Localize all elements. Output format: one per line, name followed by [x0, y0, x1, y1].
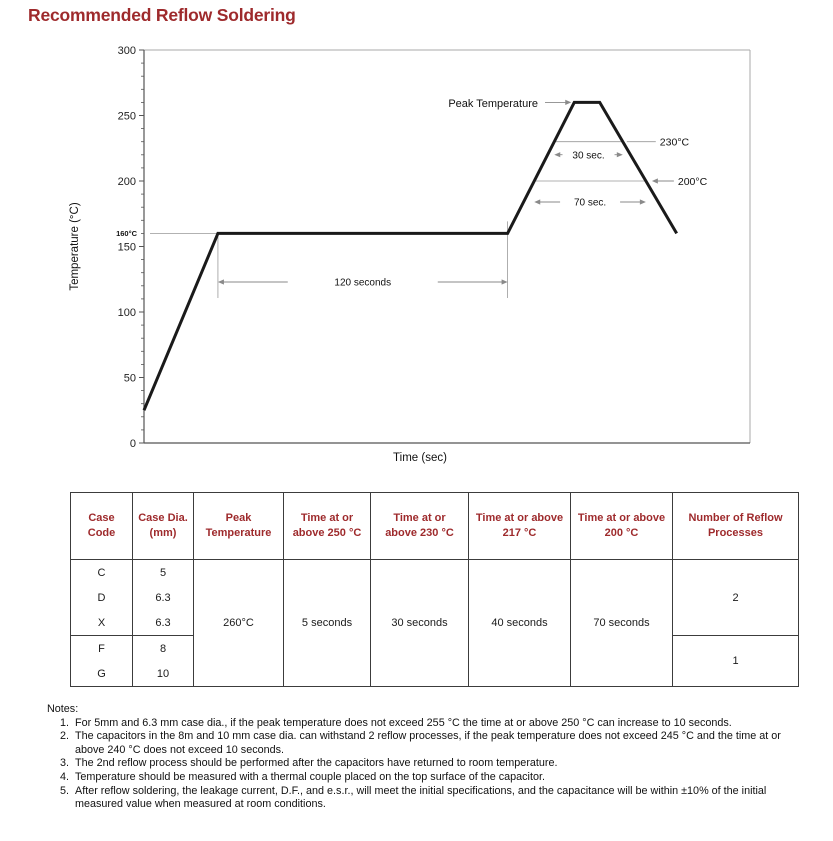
case-code-cell: D — [71, 585, 133, 610]
svg-text:100: 100 — [117, 307, 136, 319]
svg-text:200: 200 — [117, 176, 136, 188]
header-time-above-250: Time at or above 250 °C — [284, 493, 371, 560]
peak-temperature-cell: 260°C — [194, 560, 284, 687]
time-above-250-cell: 5 seconds — [284, 560, 371, 687]
reflow-count-group1-cell: 2 — [673, 560, 799, 636]
note-number: 2. — [60, 730, 70, 743]
header-peak-temperature: Peak Temperature — [194, 493, 284, 560]
case-dia-cell: 6.3 — [133, 585, 194, 610]
svg-text:200°C: 200°C — [677, 176, 708, 188]
svg-text:Temperature (°C): Temperature (°C) — [69, 202, 81, 291]
time-above-200-cell: 70 seconds — [571, 560, 673, 687]
case-code-cell: C — [71, 560, 133, 586]
case-dia-cell: 10 — [133, 661, 194, 687]
case-code-cell: F — [71, 636, 133, 662]
page-title: Recommended Reflow Soldering — [28, 5, 296, 25]
svg-text:70 sec.: 70 sec. — [573, 197, 607, 209]
note-text: The capacitors in the 8m and 10 mm case dia. can withstand 2 reflow processes, if the peak temperature does not exceed 245 °C and the time at or above 240 °C does not exceed 10 seconds. — [75, 730, 781, 756]
note-item — [47, 717, 809, 731]
svg-text:Peak Temperature: Peak Temperature — [448, 98, 538, 110]
note-number: 3. — [60, 757, 70, 770]
note-text: After reflow soldering, the leakage current, D.F., and e.s.r., will meet the initial specifications, and the capacitance will be within ±10% of the initial measured value when measured at room conditions. — [75, 784, 767, 811]
case-code-cell: G — [71, 661, 133, 687]
header-time-above-200: Time at or above 200 °C — [571, 493, 673, 560]
case-dia-cell: 8 — [133, 636, 194, 662]
note-item — [47, 771, 809, 785]
note-number: 1. — [60, 716, 70, 729]
svg-text:160°C: 160°C — [116, 229, 137, 238]
header-time-above-217: Time at or above 217 °C — [469, 493, 571, 560]
svg-text:300: 300 — [117, 45, 136, 57]
reflow-spec-table — [70, 492, 799, 687]
note-number: 5. — [60, 784, 70, 797]
note-text: Temperature should be measured with a thermal couple placed on the top surface of the capacitor. — [75, 770, 545, 783]
case-dia-cell: 6.3 — [133, 610, 194, 636]
notes-heading: Notes: — [47, 703, 79, 715]
case-code-cell: X — [71, 610, 133, 636]
notes-section — [47, 703, 809, 812]
note-number: 4. — [60, 770, 70, 783]
svg-text:30 sec.: 30 sec. — [572, 150, 605, 162]
note-item — [47, 785, 809, 812]
header-reflow-processes: Number of Reflow Processes — [673, 493, 799, 560]
table-row — [71, 560, 799, 586]
case-dia-cell: 5 — [133, 560, 194, 586]
svg-text:120 seconds: 120 seconds — [334, 277, 392, 289]
svg-text:Time (sec): Time (sec) — [393, 452, 447, 464]
reflow-profile-chart — [0, 38, 833, 480]
note-text: The 2nd reflow process should be performed after the capacitors have returned to room temperature. — [75, 757, 558, 770]
time-above-217-cell: 40 seconds — [469, 560, 571, 687]
svg-text:50: 50 — [123, 372, 136, 385]
note-item — [47, 730, 809, 757]
header-time-above-230: Time at or above 230 °C — [371, 493, 469, 560]
note-text: For 5mm and 6.3 mm case dia., if the peak temperature does not exceed 255 °C the time at or above 250 °C can increase to 10 seconds. — [75, 716, 732, 729]
header-case-code: Case Code — [71, 493, 133, 560]
header-case-dia: Case Dia. (mm) — [133, 493, 194, 560]
svg-text:150: 150 — [117, 241, 136, 254]
svg-text:250: 250 — [117, 110, 136, 123]
svg-text:0: 0 — [129, 438, 136, 450]
time-above-230-cell: 30 seconds — [371, 560, 469, 687]
note-item — [47, 757, 809, 771]
reflow-count-group2-cell: 1 — [673, 636, 799, 687]
table-header-row — [71, 493, 799, 560]
svg-text:230°C: 230°C — [659, 136, 690, 149]
